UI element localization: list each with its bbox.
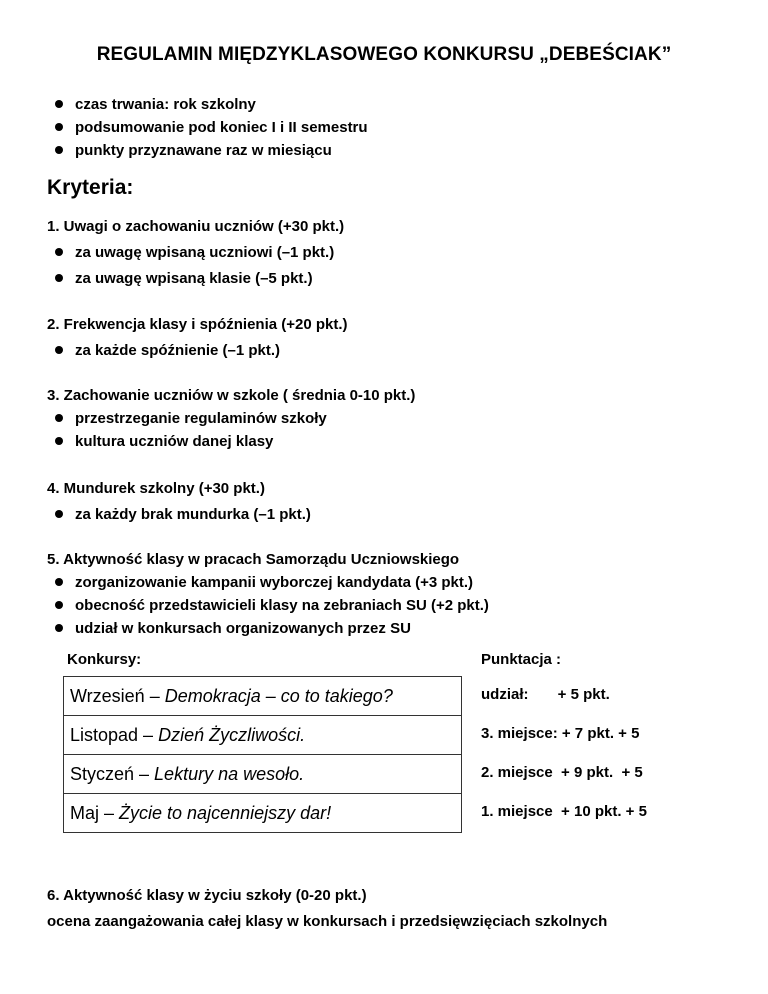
intro-bullet: czas trwania: rok szkolny: [55, 96, 256, 113]
criterion-title: 5. Aktywność klasy w pracach Samorządu Uczniowskiego: [47, 551, 460, 568]
score-entry: 3. miejsce: + 7 pkt. + 5: [481, 725, 640, 742]
contest-name: Dzień Życzliwości.: [158, 724, 306, 745]
bullet-dot-icon: [55, 624, 63, 632]
bullet-dot-icon: [55, 100, 63, 108]
bullet-dot-icon: [55, 248, 63, 256]
bullet-dot-icon: [55, 601, 63, 609]
score-entry: 2. miejsce + 9 pkt. + 5: [481, 764, 643, 781]
contest-name: Życie to najcenniejszy dar!: [119, 802, 332, 823]
criterion-description: ocena zaangażowania całej klasy w konkursach i przedsięwzięciach szkolnych: [47, 913, 608, 930]
contest-cell: Wrzesień – Demokracja – co to takiego?: [64, 677, 462, 716]
scoring-label: Punktacja :: [481, 651, 562, 668]
criterion-bullet: udział w konkursach organizowanych przez SU: [55, 620, 411, 637]
bullet-dot-icon: [55, 274, 63, 282]
contest-cell: Listopad – Dzień Życzliwości.: [64, 716, 462, 755]
criterion-bullet: za uwagę wpisaną uczniowi (–1 pkt.): [55, 244, 334, 261]
table-row: [64, 716, 462, 755]
bullet-dot-icon: [55, 437, 63, 445]
criterion-bullet: kultura uczniów danej klasy: [55, 433, 273, 450]
bullet-dot-icon: [55, 510, 63, 518]
criterion-bullet: za każdy brak mundurka (–1 pkt.): [55, 506, 311, 523]
table-row: [64, 755, 462, 794]
bullet-dot-icon: [55, 578, 63, 586]
criterion-title: 4. Mundurek szkolny (+30 pkt.): [47, 480, 265, 497]
criteria-heading: Kryteria:: [47, 176, 134, 199]
criterion-bullet: przestrzeganie regulaminów szkoły: [55, 410, 327, 427]
bullet-dot-icon: [55, 123, 63, 131]
intro-bullet: podsumowanie pod koniec I i II semestru: [55, 119, 368, 136]
document-title: REGULAMIN MIĘDZYKLASOWEGO KONKURSU „DEBEŚCIAK”: [96, 44, 672, 65]
contests-label: Konkursy:: [67, 651, 142, 668]
contest-cell: Styczeń – Lektury na wesoło.: [64, 755, 462, 794]
score-entry: udział: + 5 pkt.: [481, 686, 610, 703]
bullet-dot-icon: [55, 414, 63, 422]
criterion-title: 3. Zachowanie uczniów w szkole ( średnia 0-10 pkt.): [47, 387, 416, 404]
contest-cell: Maj – Życie to najcenniejszy dar!: [64, 794, 462, 833]
criterion-bullet: za każde spóźnienie (–1 pkt.): [55, 342, 280, 359]
intro-bullet: punkty przyznawane raz w miesiącu: [55, 142, 332, 159]
bullet-dot-icon: [55, 146, 63, 154]
criterion-bullet: obecność przedstawicieli klasy na zebraniach SU (+2 pkt.): [55, 597, 489, 614]
criterion-bullet: za uwagę wpisaną klasie (–5 pkt.): [55, 270, 313, 287]
criterion-title: 1. Uwagi o zachowaniu uczniów (+30 pkt.): [47, 218, 345, 235]
score-entry: 1. miejsce + 10 pkt. + 5: [481, 803, 647, 820]
contests-table: [63, 676, 462, 833]
criterion-bullet: zorganizowanie kampanii wyborczej kandydata (+3 pkt.): [55, 574, 473, 591]
table-row: [64, 794, 462, 833]
criterion-title: 6. Aktywność klasy w życiu szkoły (0-20 pkt.): [47, 887, 367, 904]
criterion-title: 2. Frekwencja klasy i spóźnienia (+20 pkt.): [47, 316, 348, 333]
bullet-dot-icon: [55, 346, 63, 354]
contest-name: Demokracja – co to takiego?: [164, 685, 393, 706]
table-row: [64, 677, 462, 716]
contest-name: Lektury na wesoło.: [154, 763, 305, 784]
